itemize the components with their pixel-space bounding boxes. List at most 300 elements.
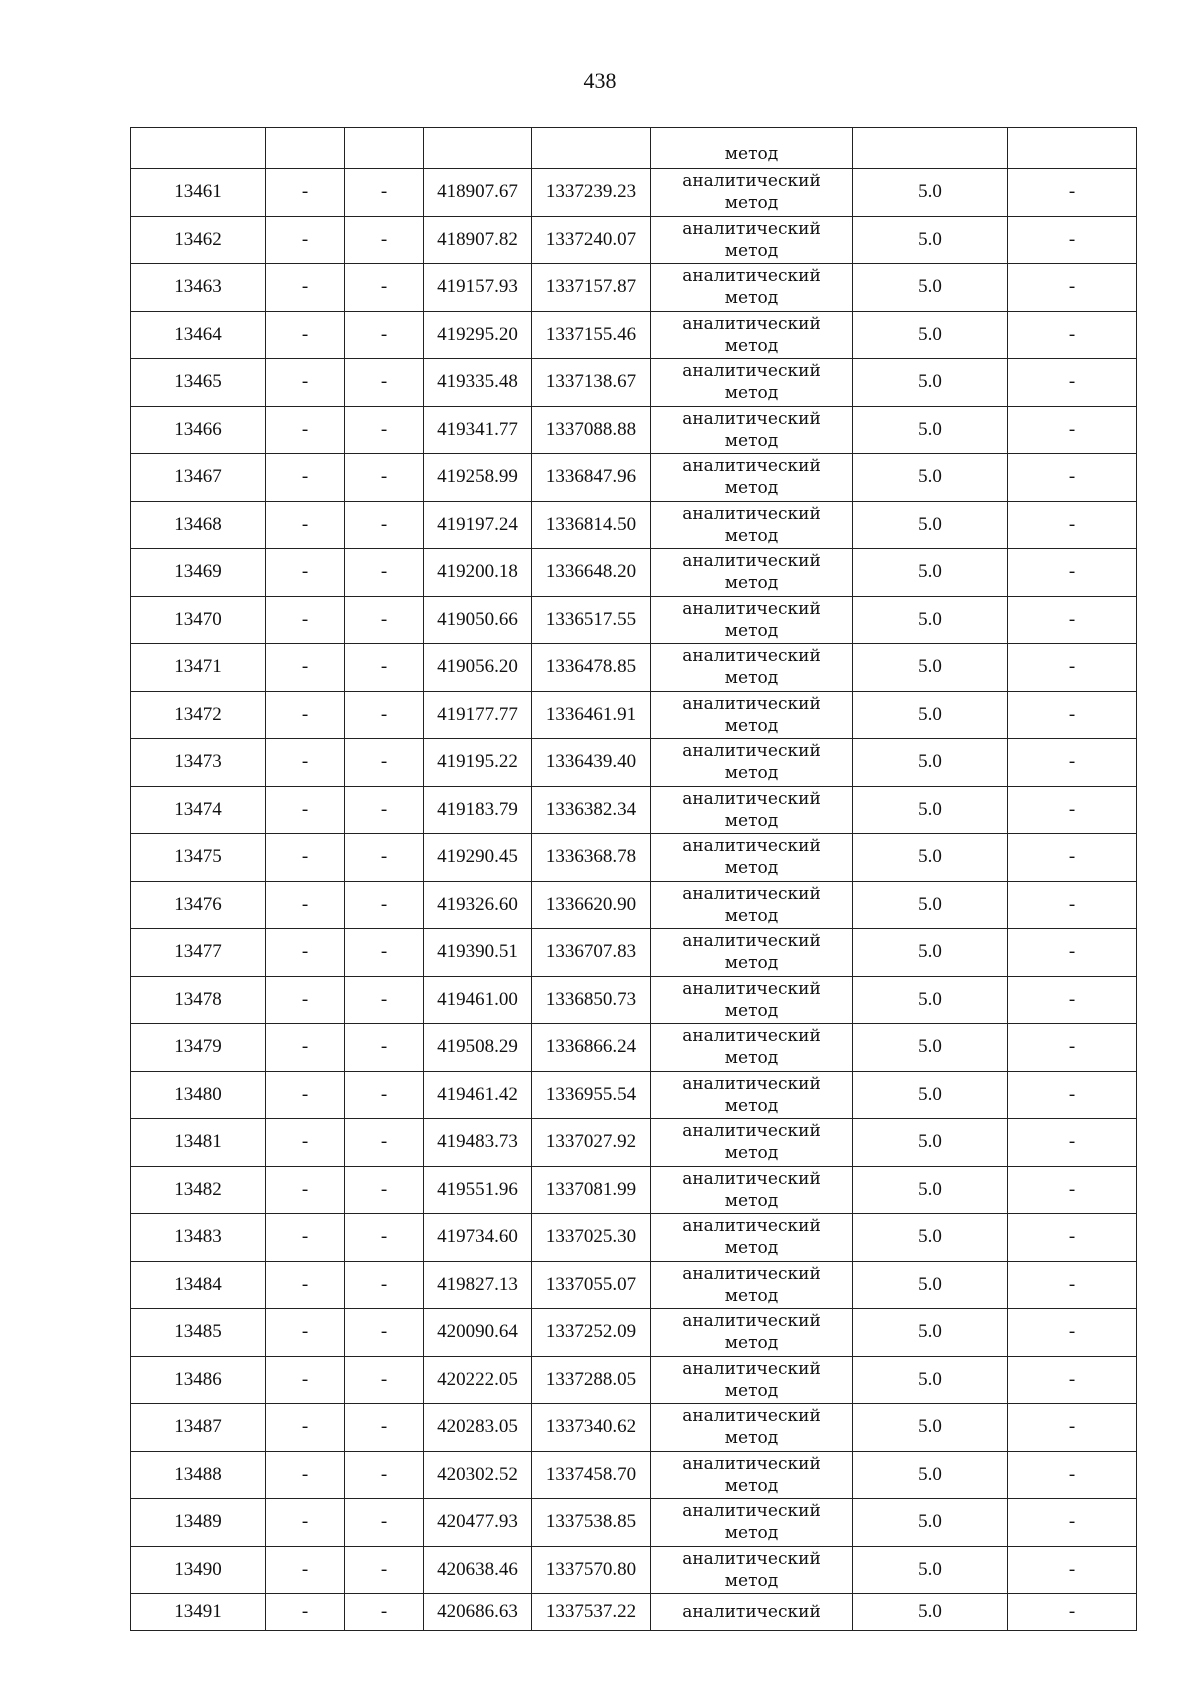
cell-x: 419335.48 xyxy=(424,359,532,407)
method-text-line2: метод xyxy=(724,1333,779,1354)
cell-accuracy: 5.0 xyxy=(853,1499,1008,1547)
method-text-line2: метод xyxy=(724,905,779,926)
table-row xyxy=(131,786,1137,834)
method-text-line2: метод xyxy=(724,953,779,974)
cell-col3: - xyxy=(345,264,424,312)
table-row xyxy=(131,1214,1137,1262)
cell-x: 419734.60 xyxy=(424,1214,532,1262)
cell-col2: - xyxy=(266,1356,345,1404)
table-row xyxy=(131,929,1137,977)
cell-method xyxy=(651,976,853,1024)
cell-y: 1337025.30 xyxy=(532,1214,651,1262)
cell-method xyxy=(651,359,853,407)
method-text-line2: метод xyxy=(724,1570,779,1591)
cell-method xyxy=(651,691,853,739)
method-text-line2: метод xyxy=(724,1428,779,1449)
table-row xyxy=(131,1356,1137,1404)
cell-col8: - xyxy=(1008,1499,1137,1547)
cell-id: 13485 xyxy=(131,1309,266,1357)
cell-y: 1336368.78 xyxy=(532,834,651,882)
cell-method xyxy=(651,501,853,549)
table-row xyxy=(131,1119,1137,1167)
method-text-line2: метод xyxy=(724,715,779,736)
cell-col2: - xyxy=(266,1119,345,1167)
table-row xyxy=(131,311,1137,359)
cell-id: 13491 xyxy=(131,1594,266,1631)
cell-col2: - xyxy=(266,169,345,217)
method-text-line1: аналитический xyxy=(682,1216,821,1237)
cell-col8: - xyxy=(1008,1594,1137,1631)
cell-col8: - xyxy=(1008,929,1137,977)
method-text-line1: аналитический xyxy=(682,1073,821,1094)
method-text-line1: аналитический xyxy=(682,361,821,382)
cell-col2: - xyxy=(266,359,345,407)
cell-accuracy: 5.0 xyxy=(853,1261,1008,1309)
table-row xyxy=(131,1071,1137,1119)
cell-col8: - xyxy=(1008,549,1137,597)
cell-method xyxy=(651,1404,853,1452)
table-row xyxy=(131,976,1137,1024)
cell-col2: - xyxy=(266,1024,345,1072)
cell-method xyxy=(651,929,853,977)
cell-y: 1337570.80 xyxy=(532,1546,651,1594)
method-text-line2: метод xyxy=(724,1523,779,1544)
cell-col2: - xyxy=(266,881,345,929)
cell-col3: - xyxy=(345,1356,424,1404)
cell-method xyxy=(651,596,853,644)
method-text-line1: аналитический xyxy=(682,1311,821,1332)
method-text-line2: метод xyxy=(724,288,779,309)
method-text-line1: аналитический xyxy=(682,1602,821,1622)
cell-accuracy: 5.0 xyxy=(853,311,1008,359)
cell-col3: - xyxy=(345,216,424,264)
coordinates-table xyxy=(130,127,1137,1631)
cell-id: 13483 xyxy=(131,1214,266,1262)
cell-y: 1336955.54 xyxy=(532,1071,651,1119)
cell-col3: - xyxy=(345,1119,424,1167)
cell-accuracy: 5.0 xyxy=(853,1119,1008,1167)
cell-accuracy: 5.0 xyxy=(853,691,1008,739)
cell-col2: - xyxy=(266,1214,345,1262)
cell-method xyxy=(651,454,853,502)
cell-x: 420477.93 xyxy=(424,1499,532,1547)
cell-x: 419341.77 xyxy=(424,406,532,454)
cell-x: 419551.96 xyxy=(424,1166,532,1214)
cell-method xyxy=(651,1214,853,1262)
cell-col8: - xyxy=(1008,1071,1137,1119)
cell-y: 1336850.73 xyxy=(532,976,651,1024)
cell-x: 420302.52 xyxy=(424,1451,532,1499)
cell-col3: - xyxy=(345,1309,424,1357)
cell-col2: - xyxy=(266,691,345,739)
cell-col3: - xyxy=(345,596,424,644)
table-row xyxy=(131,1404,1137,1452)
page-number: 438 xyxy=(583,68,617,93)
method-text-line1: аналитический xyxy=(682,931,821,952)
method-text-line1: аналитический xyxy=(682,598,821,619)
cell-id: 13489 xyxy=(131,1499,266,1547)
method-text-line2: метод xyxy=(724,430,779,451)
cell-y: 1336620.90 xyxy=(532,881,651,929)
cell-col8: - xyxy=(1008,739,1137,787)
method-text-line1: аналитический xyxy=(682,218,821,239)
method-text-line2: метод xyxy=(724,1095,779,1116)
cell-method xyxy=(651,1119,853,1167)
cell-col2: - xyxy=(266,596,345,644)
cell-x: 419390.51 xyxy=(424,929,532,977)
cell-col3: - xyxy=(345,1451,424,1499)
cell-col3: - xyxy=(345,1024,424,1072)
table-body xyxy=(131,128,1137,1631)
cell-y: 1337027.92 xyxy=(532,1119,651,1167)
table-row xyxy=(131,216,1137,264)
cell-col3: - xyxy=(345,1261,424,1309)
table-row-continued xyxy=(131,128,1137,169)
cell-col3: - xyxy=(345,881,424,929)
table-row xyxy=(131,1261,1137,1309)
method-text-line2: метод xyxy=(724,335,779,356)
cell-col3: - xyxy=(345,739,424,787)
method-text-line2: метод xyxy=(724,573,779,594)
cell-id: 13488 xyxy=(131,1451,266,1499)
cell-col3: - xyxy=(345,549,424,597)
cell-col8: - xyxy=(1008,1309,1137,1357)
cell-x: 420222.05 xyxy=(424,1356,532,1404)
cell-accuracy: 5.0 xyxy=(853,1214,1008,1262)
method-text-line1: аналитический xyxy=(682,693,821,714)
cell-y: 1337157.87 xyxy=(532,264,651,312)
cell-col3: - xyxy=(345,359,424,407)
table-row xyxy=(131,644,1137,692)
cell-col8: - xyxy=(1008,311,1137,359)
method-text-line2: метод xyxy=(724,1000,779,1021)
cell-x: 419483.73 xyxy=(424,1119,532,1167)
cell-y: 1336439.40 xyxy=(532,739,651,787)
cell-x: 419326.60 xyxy=(424,881,532,929)
cell-id: 13462 xyxy=(131,216,266,264)
cell-accuracy: 5.0 xyxy=(853,1309,1008,1357)
cell-id: 13476 xyxy=(131,881,266,929)
cell-x: 420090.64 xyxy=(424,1309,532,1357)
cell-id: 13471 xyxy=(131,644,266,692)
table-row xyxy=(131,739,1137,787)
cell-col3: - xyxy=(345,786,424,834)
method-text-line2: метод xyxy=(724,525,779,546)
method-text-line2: метод xyxy=(724,668,779,689)
cell-id: 13482 xyxy=(131,1166,266,1214)
cell-col2: - xyxy=(266,264,345,312)
cell-col3: - xyxy=(345,454,424,502)
cell-y: 1336382.34 xyxy=(532,786,651,834)
method-text-line2: метод xyxy=(724,620,779,641)
cell-col8 xyxy=(1008,128,1137,169)
cell-col3: - xyxy=(345,406,424,454)
cell-col8: - xyxy=(1008,1024,1137,1072)
cell-col8: - xyxy=(1008,691,1137,739)
cell-id: 13470 xyxy=(131,596,266,644)
cell-x: 420686.63 xyxy=(424,1594,532,1631)
method-text-line1: аналитический xyxy=(682,1358,821,1379)
cell-method xyxy=(651,1356,853,1404)
cell-method xyxy=(651,169,853,217)
cell-accuracy: 5.0 xyxy=(853,1166,1008,1214)
cell-y: 1336814.50 xyxy=(532,501,651,549)
cell-method xyxy=(651,786,853,834)
cell-method xyxy=(651,264,853,312)
method-text-line2: метод xyxy=(724,1190,779,1211)
cell-x: 420638.46 xyxy=(424,1546,532,1594)
cell-x: 419258.99 xyxy=(424,454,532,502)
cell-id: 13466 xyxy=(131,406,266,454)
cell-col8: - xyxy=(1008,1166,1137,1214)
cell-col3: - xyxy=(345,169,424,217)
cell-id: 13475 xyxy=(131,834,266,882)
cell-accuracy: 5.0 xyxy=(853,1071,1008,1119)
method-text-line2: метод xyxy=(724,1143,779,1164)
cell-x: 419197.24 xyxy=(424,501,532,549)
cell-id: 13464 xyxy=(131,311,266,359)
method-text-line1: аналитический xyxy=(682,171,821,192)
table-row xyxy=(131,549,1137,597)
table-row xyxy=(131,1024,1137,1072)
cell-x: 419508.29 xyxy=(424,1024,532,1072)
cell-accuracy: 5.0 xyxy=(853,834,1008,882)
cell-id xyxy=(131,128,266,169)
cell-col3: - xyxy=(345,501,424,549)
cell-method xyxy=(651,1309,853,1357)
cell-col3: - xyxy=(345,1071,424,1119)
cell-col8: - xyxy=(1008,1451,1137,1499)
table-row xyxy=(131,834,1137,882)
cell-accuracy: 5.0 xyxy=(853,1024,1008,1072)
table-row xyxy=(131,454,1137,502)
cell-col8: - xyxy=(1008,976,1137,1024)
cell-y: 1336461.91 xyxy=(532,691,651,739)
cell-col2: - xyxy=(266,1309,345,1357)
cell-y: 1336478.85 xyxy=(532,644,651,692)
cell-col2: - xyxy=(266,786,345,834)
cell-y: 1337155.46 xyxy=(532,311,651,359)
cell-col8: - xyxy=(1008,644,1137,692)
cell-y: 1336648.20 xyxy=(532,549,651,597)
method-text-line1: аналитический xyxy=(682,266,821,287)
cell-y: 1337239.23 xyxy=(532,169,651,217)
cell-method xyxy=(651,1546,853,1594)
method-text-line2: метод xyxy=(724,1048,779,1069)
cell-col2: - xyxy=(266,739,345,787)
cell-id: 13481 xyxy=(131,1119,266,1167)
cell-x: 419056.20 xyxy=(424,644,532,692)
cell-x: 419461.00 xyxy=(424,976,532,1024)
cell-method xyxy=(651,834,853,882)
cell-id: 13487 xyxy=(131,1404,266,1452)
cell-x: 419195.22 xyxy=(424,739,532,787)
cell-x: 419200.18 xyxy=(424,549,532,597)
cell-col8: - xyxy=(1008,501,1137,549)
cell-col2: - xyxy=(266,501,345,549)
cell-col2 xyxy=(266,128,345,169)
cell-accuracy: 5.0 xyxy=(853,596,1008,644)
cell-id: 13465 xyxy=(131,359,266,407)
cell-id: 13480 xyxy=(131,1071,266,1119)
cell-accuracy xyxy=(853,128,1008,169)
cell-col8: - xyxy=(1008,834,1137,882)
cell-col8: - xyxy=(1008,169,1137,217)
method-text-line2: метод xyxy=(724,1475,779,1496)
cell-y: 1337088.88 xyxy=(532,406,651,454)
cell-col8: - xyxy=(1008,596,1137,644)
method-text-line1: аналитический xyxy=(682,1501,821,1522)
cell-y: 1337538.85 xyxy=(532,1499,651,1547)
method-text-line1: аналитический xyxy=(682,1548,821,1569)
cell-col8: - xyxy=(1008,1261,1137,1309)
table-row xyxy=(131,1546,1137,1594)
method-text-line2: метод xyxy=(724,478,779,499)
method-text-line1: аналитический xyxy=(682,456,821,477)
method-text-line1: аналитический xyxy=(682,1121,821,1142)
method-text-line1: аналитический xyxy=(682,646,821,667)
cell-y: 1337081.99 xyxy=(532,1166,651,1214)
cell-y: 1337340.62 xyxy=(532,1404,651,1452)
cell-col2: - xyxy=(266,834,345,882)
cell-y: 1337537.22 xyxy=(532,1594,651,1631)
cell-col2: - xyxy=(266,976,345,1024)
method-text-line1: аналитический xyxy=(682,313,821,334)
cell-accuracy: 5.0 xyxy=(853,1451,1008,1499)
cell-y: 1337288.05 xyxy=(532,1356,651,1404)
method-text-line1: аналитический xyxy=(682,1026,821,1047)
cell-accuracy: 5.0 xyxy=(853,929,1008,977)
method-text-line2: метод xyxy=(724,1380,779,1401)
cell-accuracy: 5.0 xyxy=(853,1404,1008,1452)
cell-col8: - xyxy=(1008,216,1137,264)
cell-x xyxy=(424,128,532,169)
method-text-line1: аналитический xyxy=(682,883,821,904)
cell-y: 1337138.67 xyxy=(532,359,651,407)
cell-col2: - xyxy=(266,216,345,264)
cell-accuracy: 5.0 xyxy=(853,169,1008,217)
cell-col3: - xyxy=(345,1594,424,1631)
cell-col3: - xyxy=(345,644,424,692)
cell-col2: - xyxy=(266,1594,345,1631)
table-row xyxy=(131,169,1137,217)
method-text-line1: аналитический xyxy=(682,1406,821,1427)
table-row xyxy=(131,501,1137,549)
cell-id: 13472 xyxy=(131,691,266,739)
method-text-line1: аналитический xyxy=(682,978,821,999)
cell-col3: - xyxy=(345,1166,424,1214)
cell-col8: - xyxy=(1008,1214,1137,1262)
method-text-line2: метод xyxy=(724,763,779,784)
method-text: метод xyxy=(724,144,779,164)
cell-accuracy: 5.0 xyxy=(853,216,1008,264)
cell-col2: - xyxy=(266,1546,345,1594)
cell-col2: - xyxy=(266,406,345,454)
cell-col3: - xyxy=(345,1499,424,1547)
method-text-line1: аналитический xyxy=(682,503,821,524)
cell-accuracy: 5.0 xyxy=(853,644,1008,692)
cell-x: 419827.13 xyxy=(424,1261,532,1309)
cell-col3: - xyxy=(345,834,424,882)
table-row xyxy=(131,596,1137,644)
cell-y: 1336847.96 xyxy=(532,454,651,502)
cell-accuracy: 5.0 xyxy=(853,976,1008,1024)
table-row xyxy=(131,1309,1137,1357)
cell-id: 13469 xyxy=(131,549,266,597)
cell-id: 13478 xyxy=(131,976,266,1024)
method-text-line2: метод xyxy=(724,1285,779,1306)
method-text-line2: метод xyxy=(724,193,779,214)
table-row xyxy=(131,406,1137,454)
cell-method xyxy=(651,1594,853,1631)
cell-accuracy: 5.0 xyxy=(853,264,1008,312)
table-row xyxy=(131,264,1137,312)
cell-id: 13484 xyxy=(131,1261,266,1309)
cell-x: 418907.67 xyxy=(424,169,532,217)
cell-accuracy: 5.0 xyxy=(853,739,1008,787)
cell-col8: - xyxy=(1008,264,1137,312)
cell-col2: - xyxy=(266,929,345,977)
cell-x: 418907.82 xyxy=(424,216,532,264)
cell-id: 13461 xyxy=(131,169,266,217)
cell-col8: - xyxy=(1008,1356,1137,1404)
cell-y xyxy=(532,128,651,169)
table-row xyxy=(131,1451,1137,1499)
cell-accuracy: 5.0 xyxy=(853,359,1008,407)
cell-method xyxy=(651,311,853,359)
cell-y: 1336517.55 xyxy=(532,596,651,644)
cell-id: 13463 xyxy=(131,264,266,312)
cell-accuracy: 5.0 xyxy=(853,406,1008,454)
cell-col3: - xyxy=(345,1214,424,1262)
cell-x: 419295.20 xyxy=(424,311,532,359)
cell-col3: - xyxy=(345,1404,424,1452)
method-text-line2: метод xyxy=(724,858,779,879)
method-text-line2: метод xyxy=(724,383,779,404)
method-text-line1: аналитический xyxy=(682,836,821,857)
cell-col2: - xyxy=(266,1071,345,1119)
cell-col8: - xyxy=(1008,406,1137,454)
method-text-line1: аналитический xyxy=(682,788,821,809)
cell-col8: - xyxy=(1008,786,1137,834)
cell-accuracy: 5.0 xyxy=(853,501,1008,549)
cell-id: 13473 xyxy=(131,739,266,787)
method-text-line1: аналитический xyxy=(682,408,821,429)
cell-accuracy: 5.0 xyxy=(853,454,1008,502)
cell-y: 1337458.70 xyxy=(532,1451,651,1499)
cell-y: 1336866.24 xyxy=(532,1024,651,1072)
cell-x: 420283.05 xyxy=(424,1404,532,1452)
cell-col2: - xyxy=(266,1261,345,1309)
cell-method xyxy=(651,881,853,929)
cell-method xyxy=(651,644,853,692)
method-text-line1: аналитический xyxy=(682,551,821,572)
method-text-line1: аналитический xyxy=(682,1263,821,1284)
cell-col3: - xyxy=(345,311,424,359)
cell-col8: - xyxy=(1008,454,1137,502)
cell-accuracy: 5.0 xyxy=(853,881,1008,929)
cell-method xyxy=(651,1499,853,1547)
table-row xyxy=(131,881,1137,929)
cell-x: 419177.77 xyxy=(424,691,532,739)
cell-id: 13486 xyxy=(131,1356,266,1404)
cell-col8: - xyxy=(1008,1404,1137,1452)
cell-y: 1337240.07 xyxy=(532,216,651,264)
cell-id: 13467 xyxy=(131,454,266,502)
cell-method xyxy=(651,1024,853,1072)
cell-method xyxy=(651,549,853,597)
cell-method xyxy=(651,1261,853,1309)
